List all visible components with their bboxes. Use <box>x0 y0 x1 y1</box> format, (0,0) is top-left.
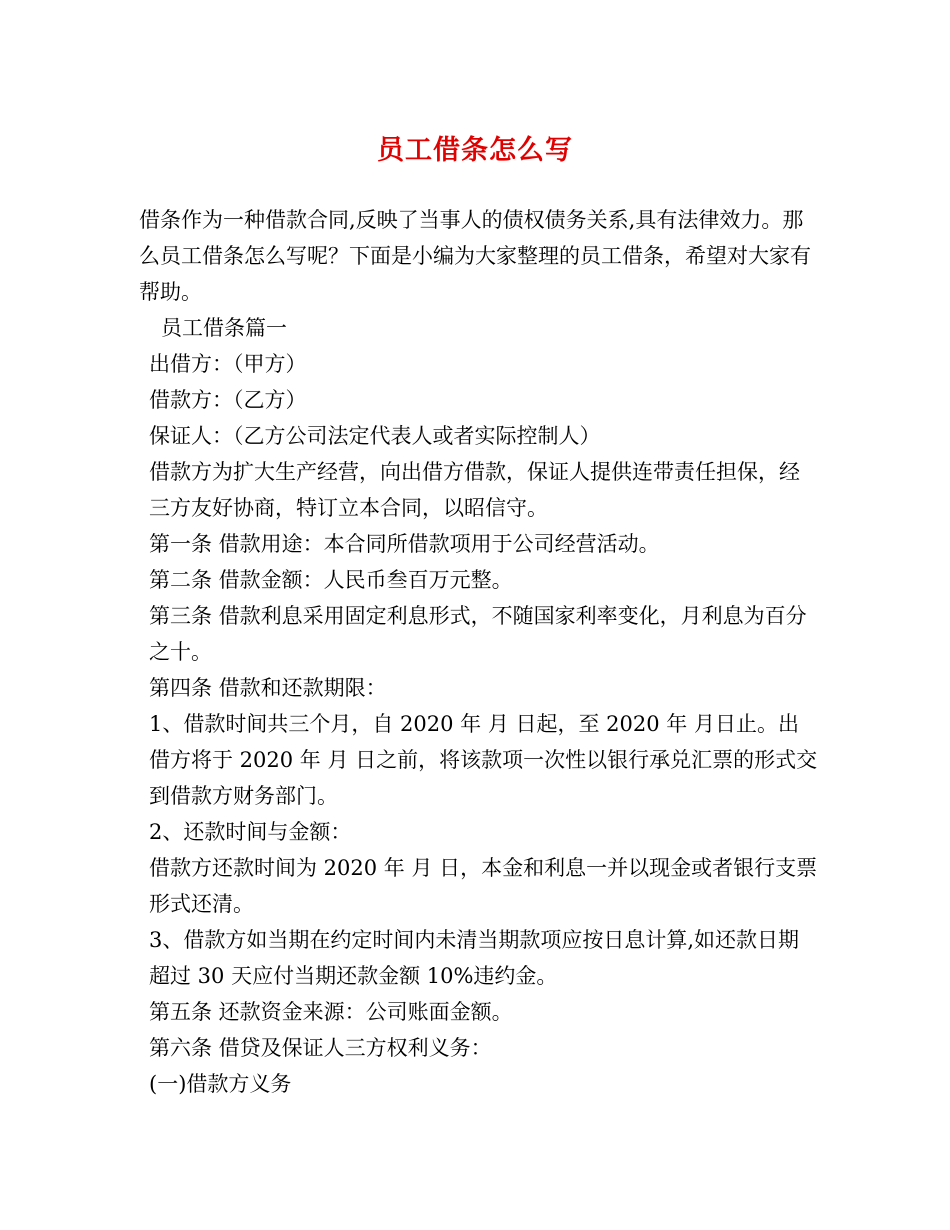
paragraph-article-1: 第一条 借款用途：本合同所借款项用于公司经营活动。 <box>149 532 660 556</box>
paragraph-intro: 借条作为一种借款合同,反映了当事人的债权债务关系,具有法律效力。那么员工借条怎么写呢？下面是小编为大家整理的员工借条，希望对大家有帮助。 <box>139 208 811 304</box>
paragraph-preamble: 借款方为扩大生产经营，向出借方借款，保证人提供连带责任担保，经三方友好协商，特订立本合同，以昭信守。 <box>149 460 800 520</box>
paragraph-guarantor: 保证人：（乙方公司法定代表人或者实际控制人） <box>149 424 601 448</box>
paragraph-article-5: 第五条 还款资金来源：公司账面金额。 <box>149 1000 513 1024</box>
paragraph-article-2: 第二条 借款金额：人民币叁百万元整。 <box>149 568 513 592</box>
document-body <box>139 202 819 1102</box>
paragraph-article-4-item-2: 2、还款时间与金额： <box>149 820 352 844</box>
paragraph-article-4-item-1: 1、借款时间共三个月，自 2020 年 月 日起，至 2020 年 月日止。出借方将于 2020 年 月 日之前，将该款项一次性以银行承兑汇票的形式交到借款方财务部门。 <box>149 712 818 808</box>
section-heading: 员工借条篇一 <box>161 316 287 340</box>
paragraph-borrower-obligations: (一)借款方义务 <box>149 1072 292 1096</box>
document-title: 员工借条怎么写 <box>377 135 573 166</box>
paragraph-article-4: 第四条 借款和还款期限： <box>149 676 387 700</box>
paragraph-repayment-terms: 借款方还款时间为 2020 年 月 日，本金和利息一并以现金或者银行支票形式还清。 <box>149 856 818 916</box>
paragraph-borrower: 借款方：（乙方） <box>149 388 307 412</box>
paragraph-article-3: 第三条 借款利息采用固定利息形式，不随国家利率变化，月利息为百分之十。 <box>149 604 807 664</box>
paragraph-article-6: 第六条 借贷及保证人三方权利义务： <box>149 1036 492 1060</box>
paragraph-lender: 出借方：（甲方） <box>149 352 307 376</box>
paragraph-article-4-item-3: 3、借款方如当期在约定时间内未清当期款项应按日息计算,如还款日期超过 30 天应付当期还款金额 10%违约金。 <box>149 928 800 988</box>
